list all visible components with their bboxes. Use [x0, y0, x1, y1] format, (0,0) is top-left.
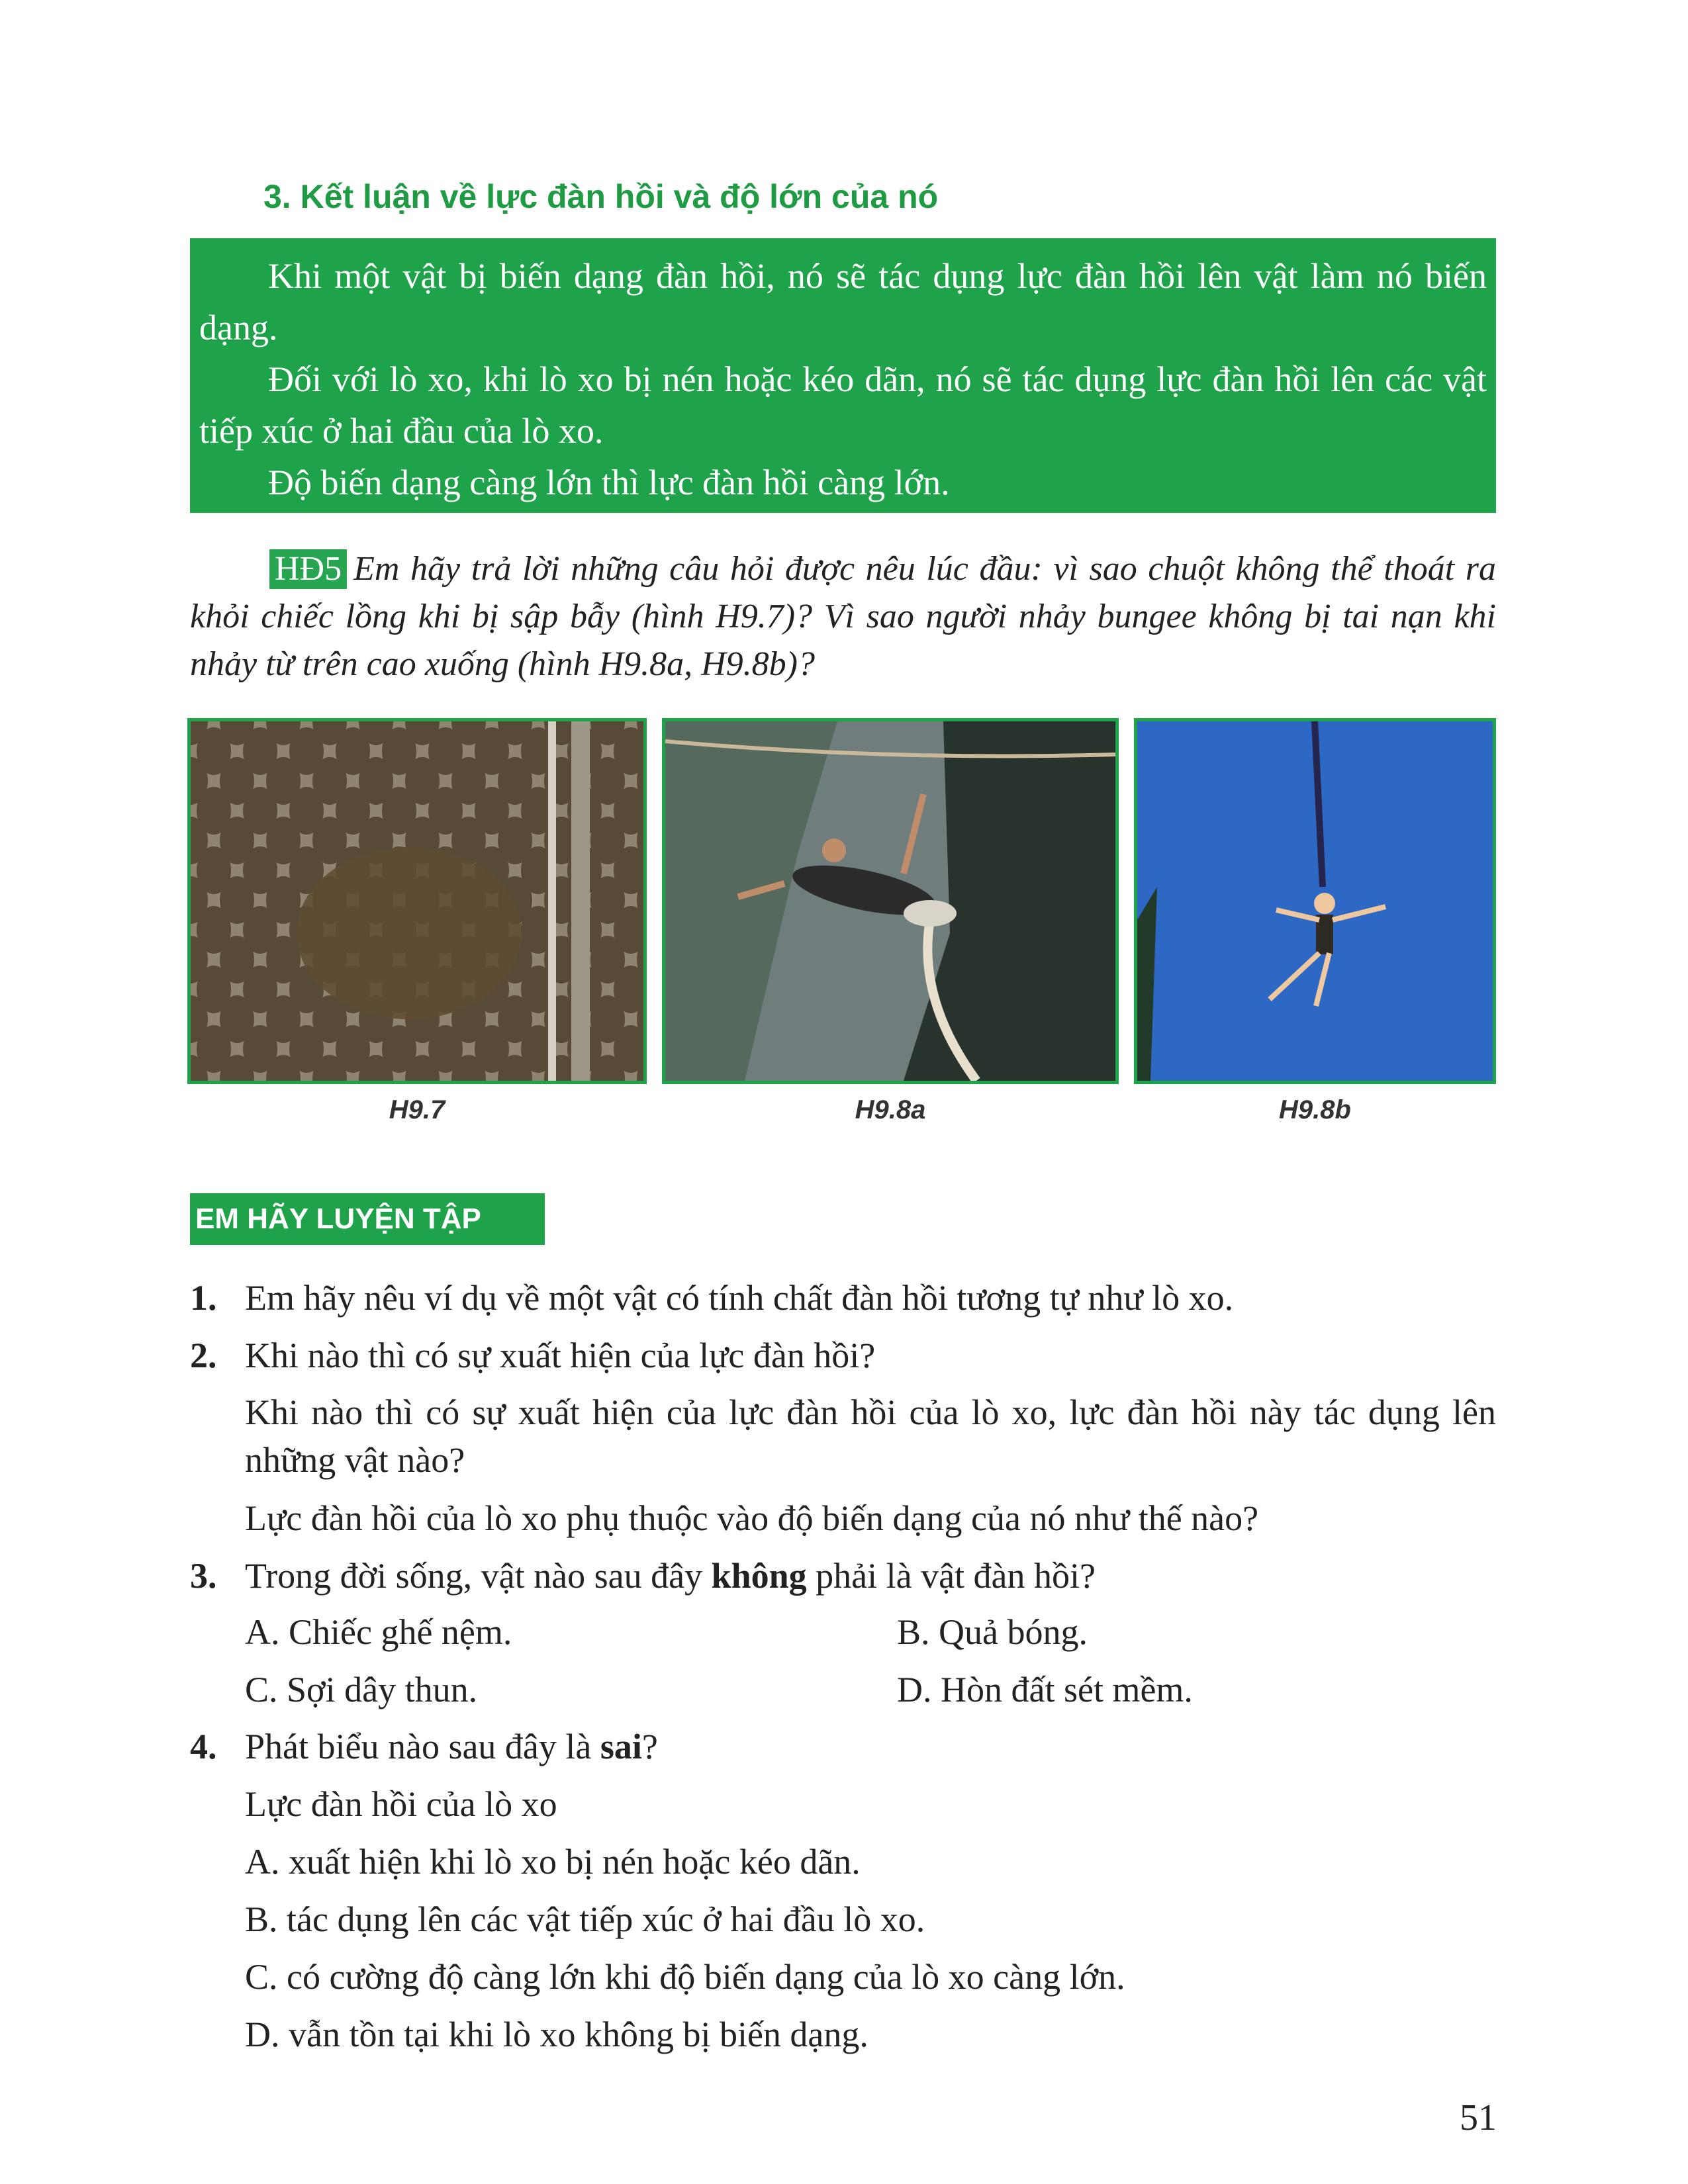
mouse-cage-image — [191, 721, 643, 1081]
bungee-a-image — [665, 721, 1115, 1081]
page-number: 51 — [1460, 2097, 1497, 2138]
figure-mouse-cage — [187, 718, 647, 1084]
conclusion-paragraph-1: Khi một vật bị biến dạng đàn hồi, nó sẽ tác dụng lực đàn hồi lên vật làm nó biến dạng. — [199, 256, 1487, 347]
option-d: D. Hòn đất sét mềm. — [897, 1670, 1193, 1709]
figure-bungee-b — [1134, 718, 1496, 1084]
option-a: A. xuất hiện khi lò xo bị nén hoặc kéo dãn. — [245, 1842, 861, 1882]
option-b: B. tác dụng lên các vật tiếp xúc ở hai đầu lò xo. — [245, 1899, 925, 1939]
question-subtext: Khi nào thì có sự xuất hiện của lực đàn hồi của lò xo, lực đàn hồi này tác dụng lên những vật nào? — [245, 1392, 1496, 1480]
question-text: Trong đời sống, vật nào sau đây không phải là vật đàn hồi? — [245, 1556, 1096, 1596]
caption-h9-8a: H9.8a — [855, 1095, 926, 1124]
question-number: 4. — [190, 1727, 217, 1766]
caption-h9-7: H9.7 — [389, 1095, 445, 1124]
conclusion-paragraph-2: Đối với lò xo, khi lò xo bị nén hoặc kéo dãn, nó sẽ tác dụng lực đàn hồi lên các vật tiếp xúc ở hai đầu của lò xo. — [199, 359, 1487, 451]
question-text: Khi nào thì có sự xuất hiện của lực đàn hồi? — [245, 1336, 876, 1375]
question-subtext: Lực đàn hồi của lò xo phụ thuộc vào độ biến dạng của nó như thế nào? — [245, 1498, 1259, 1538]
question-number: 2. — [190, 1336, 217, 1375]
practice-heading: EM HÃY LUYỆN TẬP — [190, 1193, 545, 1245]
question-text: Em hãy nêu ví dụ về một vật có tính chất đàn hồi tương tự như lò xo. — [245, 1278, 1234, 1318]
question-text: Phát biểu nào sau đây là sai? — [245, 1727, 658, 1766]
activity-hd5 — [190, 545, 1496, 688]
conclusion-box — [190, 238, 1496, 513]
caption-h9-8b: H9.8b — [1279, 1095, 1351, 1124]
conclusion-paragraph-3: Độ biến dạng càng lớn thì lực đàn hồi càng lớn. — [268, 463, 950, 502]
question-number: 3. — [190, 1556, 217, 1596]
section-heading: 3. Kết luận về lực đàn hồi và độ lớn của nó — [263, 178, 939, 215]
figure-bungee-a — [662, 718, 1119, 1084]
activity-text: Em hãy trả lời những câu hỏi được nêu lúc đầu: vì sao chuột không thể thoát ra khỏi chiếc lồng khi bị sập bẫy (hình H9.7)? Vì sao người nhảy bungee không bị tai nạn khi nhảy từ trên cao xuống (hình H9.8a, H9.8b)? — [190, 550, 1496, 683]
option-c: C. Sợi dây thun. — [245, 1670, 478, 1709]
option-c: C. có cường độ càng lớn khi độ biến dạng của lò xo càng lớn. — [245, 1957, 1125, 1997]
activity-tag: HĐ5 — [269, 549, 347, 589]
question-stem: Lực đàn hồi của lò xo — [245, 1784, 557, 1824]
option-d: D. vẫn tồn tại khi lò xo không bị biến dạng. — [245, 2015, 868, 2054]
option-b: B. Quả bóng. — [897, 1612, 1088, 1652]
bungee-b-image — [1137, 721, 1493, 1081]
option-a: A. Chiếc ghế nệm. — [245, 1612, 512, 1652]
question-number: 1. — [190, 1278, 217, 1318]
